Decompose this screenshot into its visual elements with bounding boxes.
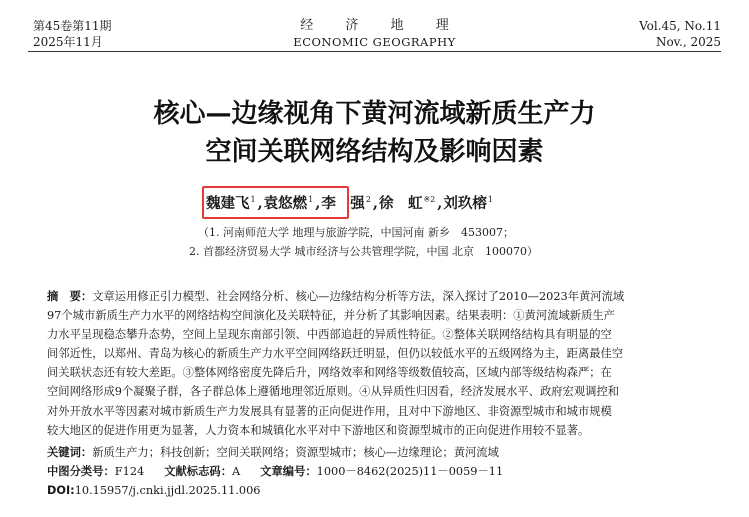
abstract-line: 间关联状态还有较大差距。③整体网络密度先降后升，网络效率和网络等级数值较高，区域内部等级结构森严；在 — [47, 366, 612, 380]
article-number-label: 文章编号： — [260, 465, 317, 478]
journal-name — [0, 18, 749, 50]
author-separator: , — [437, 195, 443, 212]
abstract — [47, 287, 707, 440]
affiliation-2: 2. 首都经济贸易大学 城市经济与公共管理学院，中国 北京 100070） — [189, 245, 538, 258]
abstract-line: 对外开放水平等因素对城市新质生产力发展具有显著的正向促进作用，且对中下游地区、非资源型城市和城市规模 — [47, 404, 612, 418]
header-divider — [28, 51, 721, 52]
abstract-line: 空间网络形成9个凝聚子群，各子群总体上遵循地理邻近原则。④从异质性归因看，经济发展水平、政府宏观调控和 — [47, 385, 620, 399]
author-name: 袁悠燃 — [263, 195, 308, 212]
doi-row — [47, 484, 260, 497]
abstract-label: 摘 要： — [47, 290, 93, 303]
doi-value[interactable]: 10.15957/j.cnki.jjdl.2025.11.006 — [74, 484, 261, 497]
volume-issue-en: Vol.45, No.11 — [639, 19, 721, 33]
abstract-line: 力水平呈现稳态攀升态势，空间上呈现东南部引领、中西部追赶的异质性特征。②整体关联网络结构具有明显的空 — [47, 328, 612, 342]
author-affiliation-mark: 1 — [308, 195, 314, 205]
issue-date-en: Nov., 2025 — [655, 35, 721, 49]
clc-value: F124 — [114, 465, 145, 478]
author-name: 徐 虹 — [378, 195, 423, 212]
abstract-line: 较大地区的促进作用更为显著，人力资本和城镇化水平对中下游地区和资源型城市的正向促进作用较不显著。 — [47, 423, 590, 437]
author-separator: , — [372, 195, 378, 212]
volume-issue: 第45卷第11期 — [33, 19, 112, 33]
author-name: 魏建飞 — [206, 195, 250, 212]
issue-info-en — [639, 18, 721, 50]
highlight-box — [202, 186, 349, 219]
paper-title-line-2: 空间关联网络结构及影响因素 — [205, 137, 544, 167]
author-affiliation-mark: 1 — [487, 195, 493, 205]
article-number-value: 1000－8462(2025)11－0059－11 — [316, 465, 504, 478]
doi-label: DOI: — [47, 484, 75, 497]
author-separator: , — [257, 195, 263, 212]
classification-row — [47, 463, 503, 479]
abstract-line: 97个城市新质生产力水平的网络结构空间演化及关联特征，并分析了其影响因素。结果表明：①黄河流域新质生产 — [47, 309, 615, 323]
author-affiliation-mark: ※2 — [423, 195, 436, 205]
issue-date: 2025年11月 — [33, 35, 103, 49]
journal-name-cn: 经 济 地 理 — [300, 18, 463, 33]
paper-title-line-1: 核心—边缘视角下黄河流域新质生产力 — [153, 99, 596, 129]
clc-label: 中图分类号： — [47, 465, 115, 478]
author-5 — [443, 192, 494, 213]
author-4 — [379, 192, 436, 213]
keywords-text: 新质生产力；科技创新；空间关联网络；资源型城市；核心—边缘理论；黄河流域 — [92, 446, 499, 459]
abstract-line — [47, 287, 707, 306]
keywords — [47, 444, 499, 460]
keywords-label: 关键词： — [47, 446, 93, 459]
author-separator: , — [315, 195, 321, 212]
abstract-text: 文章运用修正引力模型、社会网络分析、核心—边缘结构分析等方法，深入探讨了2010—2023年黄河流域 — [92, 290, 625, 303]
author-affiliation-mark: 2 — [365, 195, 371, 205]
journal-name-en: ECONOMIC GEOGRAPHY — [293, 35, 456, 49]
doc-code-label: 文献标志码： — [164, 465, 232, 478]
affiliation-1: （1. 河南师范大学 地理与旅游学院，中国河南 新乡 453007； — [198, 226, 514, 239]
doc-code-value: A — [232, 465, 241, 478]
abstract-line: 间邻近性，以郑州、青岛为核心的新质生产力水平空间网络跃迁明显，但仍以较低水平的五级网络为主，距离最佳空 — [47, 347, 624, 361]
author-name: 刘玖榕 — [443, 195, 487, 212]
author-affiliation-mark: 1 — [250, 195, 256, 205]
author-name: 李 强 — [321, 195, 365, 212]
